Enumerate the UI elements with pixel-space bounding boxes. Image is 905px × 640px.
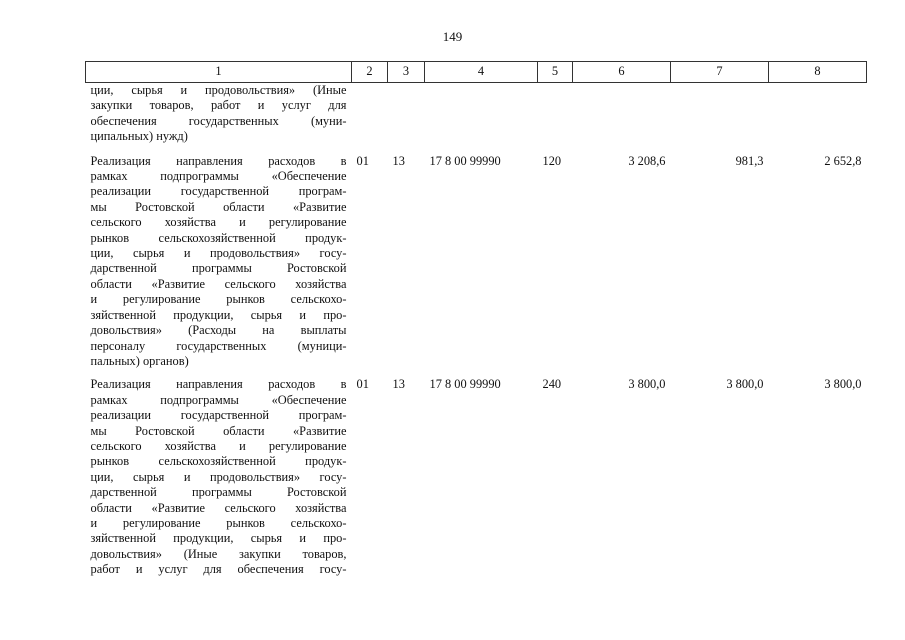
section-code: 01 (356, 153, 369, 168)
column-header-3: 3 (388, 62, 425, 83)
expense-type-code: 120 (542, 153, 562, 168)
expense-type-code: 240 (542, 377, 562, 392)
description-line: пальных) органов) (90, 353, 189, 368)
description-line: персоналу государственных (муници- (90, 338, 347, 353)
column-header-6: 6 (573, 62, 671, 83)
page-number: 149 (442, 29, 463, 44)
description-line: мы Ростовской области «Развитие (90, 199, 347, 214)
description-line: мы Ростовской области «Развитие (90, 423, 347, 438)
column-header-1: 1 (86, 62, 352, 83)
description-line: дарственной программы Ростовской (90, 261, 347, 276)
table-row (86, 377, 867, 585)
description-line: зяйственной продукции, сырья и про- (90, 307, 347, 322)
description-line: рамках подпрограммы «Обеспечение (90, 169, 347, 184)
column-header-8: 8 (769, 62, 867, 83)
description-line: Реализация направления расходов в (90, 377, 347, 392)
row-description (86, 154, 352, 378)
description-line: рынков сельскохозяйственной продук- (90, 454, 347, 469)
description-line: области «Развитие сельского хозяйства (90, 276, 347, 291)
amount-2: 981,3 (735, 153, 764, 168)
description-line: рынков сельскохозяйственной продук- (90, 230, 347, 245)
amount-2: 3 800,0 (726, 377, 764, 392)
description-line: реализации государственной програм- (90, 184, 347, 199)
description-line: обеспечения государственных (муни- (90, 113, 347, 128)
amount-3: 2 652,8 (824, 153, 862, 168)
column-header-7: 7 (671, 62, 769, 83)
header-row (86, 62, 867, 83)
description-line: реализации государственной програм- (90, 408, 347, 423)
description-line: закупки товаров, работ и услуг для (90, 98, 347, 113)
table-row-continuation (86, 83, 867, 154)
description-line: и регулирование рынков сельскохо- (90, 292, 347, 307)
description-line: области «Развитие сельского хозяйства (90, 500, 347, 515)
amount-3: 3 800,0 (824, 377, 862, 392)
amount-1: 3 208,6 (628, 153, 666, 168)
row-description (86, 377, 352, 585)
description-line: ципальных) нужд) (90, 129, 188, 144)
target-article-code: 17 8 00 99990 (429, 377, 501, 392)
description-line: ции, сырья и продовольствия» госу- (90, 246, 347, 261)
description-line: и регулирование рынков сельскохо- (90, 515, 347, 530)
amount-1: 3 800,0 (628, 377, 666, 392)
description-line: Реализация направления расходов в (90, 153, 347, 168)
description-line: дарственной программы Ростовской (90, 485, 347, 500)
column-header-4: 4 (425, 62, 538, 83)
description-line: ции, сырья и продовольствия» госу- (90, 469, 347, 484)
description-line: довольствия» (Иные закупки товаров, (90, 546, 347, 561)
row-description (86, 83, 352, 154)
subsection-code: 13 (392, 153, 405, 168)
column-header-5: 5 (538, 62, 573, 83)
description-line: ции, сырья и продовольствия» (Иные (90, 83, 347, 97)
column-header-2: 2 (352, 62, 388, 83)
description-line: работ и услуг для обеспечения госу- (90, 562, 347, 577)
description-line: довольствия» (Расходы на выплаты (90, 323, 347, 338)
section-code: 01 (356, 377, 369, 392)
description-line: рамках подпрограммы «Обеспечение (90, 392, 347, 407)
description-line: сельского хозяйства и регулирование (90, 215, 347, 230)
subsection-code: 13 (392, 377, 405, 392)
table-row (86, 154, 867, 378)
budget-table (85, 61, 867, 586)
description-line: сельского хозяйства и регулирование (90, 438, 347, 453)
description-line: зяйственной продукции, сырья и про- (90, 531, 347, 546)
target-article-code: 17 8 00 99990 (429, 153, 501, 168)
